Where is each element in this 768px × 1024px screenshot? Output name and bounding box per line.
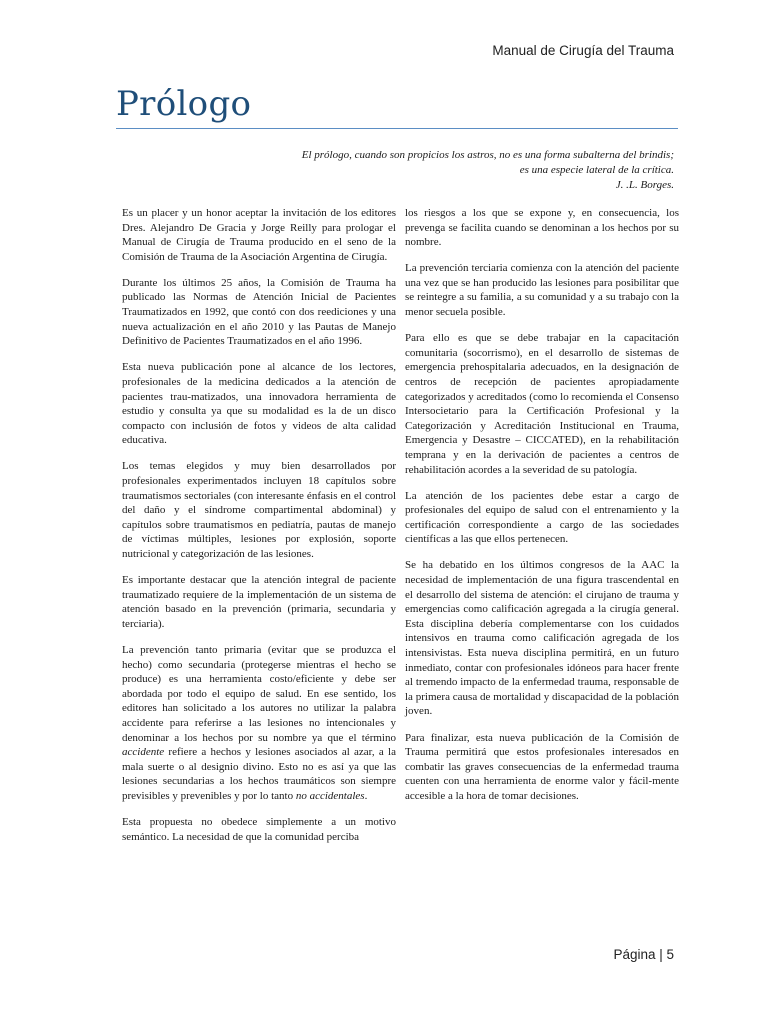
epigraph-line-2: es una especie lateral de la crítica. (519, 164, 674, 176)
page-number: Página | 5 (613, 947, 674, 962)
emphasized-term: accidente (122, 746, 165, 759)
paragraph: Se ha debatido en los últimos congresos de la AAC la necesidad de implementación de una figura trascendental en el desarrollo del sistema de atención: el cirujano de trauma y emergencias como calificación agregada a la cirugía general. Esta disciplina debería complementarse con los cuidados intensivos en trauma como calificación agregada de los intensivistas. Esta nueva disciplina permitirá, en un futuro inmediato, contar con profesionales idóneos para hacer frente al tremendo impacto de la enfermedad trauma, responsable de la primera causa de mortalidad y discapacidad de la población joven. (405, 559, 679, 718)
epigraph-author: J. .L. Borges. (615, 179, 674, 191)
epigraph (234, 148, 674, 193)
text-segment: La prevención tanto primaria (evitar que se produzca el hecho) como secundaria (protegerse mientras el hecho se produce) es una herramienta costo/eficiente y debe ser abordada por todo el equipo de salud. En ese sentido, los editores han solicitado a los autores no utilizar la palabra accidente para referirse a las lesiones no intencionales y denominar a los hechos por su nombre ya que el término (122, 643, 396, 744)
paragraph: Esta propuesta no obedece simplemente a un motivo semántico. La necesidad de que la comunidad perciba (122, 815, 396, 843)
running-header: Manual de Cirugía del Trauma (492, 43, 674, 58)
emphasized-term: no accidentales (295, 789, 365, 802)
paragraph (122, 643, 396, 804)
left-column (122, 206, 396, 844)
paragraph: Es importante destacar que la atención integral de paciente traumatizado requiere de la implementación de un sistema de atención basado en la prevención (primaria, secundaria y terciaria). (122, 574, 396, 630)
right-column (405, 206, 679, 803)
text-segment: refiere a hechos y lesiones asociados al azar, a la mala suerte o al designio divino. Esto no es así ya que las lesiones secundarias a los hechos traumáticos son siempre previsibles y prevenibles y por lo tanto (122, 746, 396, 802)
paragraph: Para ello es que se debe trabajar en la capacitación comunitaria (socorrismo), en el desarrollo de sistemas de emergencia prehospitalaria adecuados, en la designación de centros de recepción de pacientes apropiadamente categorizados y acreditados (como lo recomienda el Consenso Intersocietario para la Certificación Profesional y la Categorización y Acreditación Institucional en Trauma, Emergencia y Desastre – CICCATED), en la rehabilitación temprana y en la derivación de pacientes a centros de rehabilitación acordes a la severidad de su patología. (405, 332, 679, 476)
paragraph: Los temas elegidos y muy bien desarrollados por profesionales experimentados incluyen 18 capítulos sobre traumatismos sectoriales (con interesante énfasis en el control del daño y el síndrome compartimental abdominal) y capítulos sobre traumatismos en pediatría, pautas de manejo de víctimas múltiples, lesiones por explosión, soporte nutricional y categorización de las lesiones. (122, 460, 396, 560)
paragraph: La atención de los pacientes debe estar a cargo de profesionales del equipo de salud con el entrenamiento y la certificación correspondiente a cargo de las sociedades científicas a las que ellos pertenecen. (405, 489, 679, 546)
paragraph: La prevención terciaria comienza con la atención del paciente una vez que se han producido las lesiones para posibilitar que se reintegre a su familia, a su comunidad y a su trabajo con la menor secuela posible. (405, 262, 679, 319)
title-divider (116, 128, 678, 129)
epigraph-line-1: El prólogo, cuando son propicios los astros, no es una forma subalterna del brindis; (301, 149, 674, 161)
page-title: Prólogo (116, 84, 252, 124)
paragraph: los riesgos a los que se expone y, en consecuencia, los prevenga se facilita cuando se denominan a los hechos por su nombre. (405, 207, 679, 249)
paragraph: Durante los últimos 25 años, la Comisión de Trauma ha publicado las Normas de Atención Inicial de Pacientes Traumatizados en 1992, que contó con dos reediciones y una nueva actualización en el año 2010 y las Pautas de Manejo Definitivo de Pacientes Traumatizados en el año 1996. (122, 276, 396, 348)
paragraph: Esta nueva publicación pone al alcance de los lectores, profesionales de la medicina dedicados a la atención de pacientes trau-matizados, una innovadora herramienta de estudio y consulta ya que su modalidad es la de un disco compacto con inclusión de fotos y videos de alta calidad educativa. (122, 361, 396, 447)
text-segment: . (364, 789, 368, 802)
paragraph: Es un placer y un honor aceptar la invitación de los editores Dres. Alejandro De Gracia y Jorge Reilly para prologar el Manual de Cirugía de Trauma producido en el seno de la Comisión de Trauma de la Asociación Argentina de Cirugía. (122, 207, 396, 263)
paragraph: Para finalizar, esta nueva publicación de la Comisión de Trauma permitirá que estos profesionales interesados en combatir las graves consecuencias de la enfermedad trauma cuenten con una herramienta de enorme valor y fácil-mente accesible a la hora de tomar decisiones. (405, 731, 679, 802)
